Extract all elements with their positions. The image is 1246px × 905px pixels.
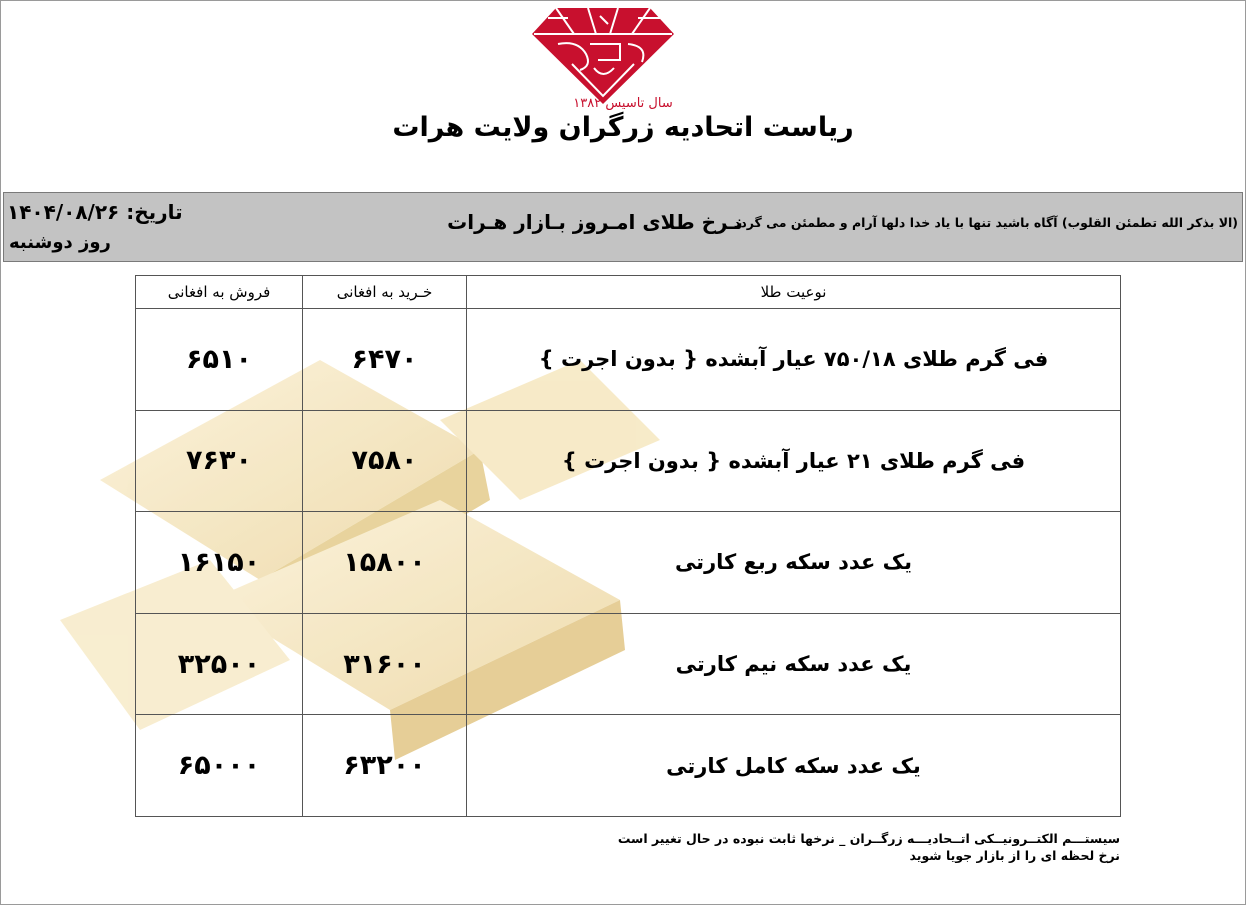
date-label: تاریخ: ۱۴۰۴/۰۸/۲۶ (7, 200, 183, 224)
table-row (136, 309, 1121, 411)
buy-price-cell: ۱۵۸۰۰ (303, 512, 467, 614)
table-row (136, 410, 1121, 512)
buy-price-cell: ۷۵۸۰ (303, 410, 467, 512)
founded-year: سال تاسیس ۱۳۸۲ (573, 96, 673, 111)
gold-type-cell: یک عدد سکه نیم کارتی (467, 613, 1121, 715)
union-logo (528, 4, 678, 108)
table-row (136, 613, 1121, 715)
header-gold-type: نوعیت طلا (467, 276, 1121, 309)
buy-price-cell: ۶۴۷۰ (303, 309, 467, 411)
table-row (136, 715, 1121, 817)
footer-note-system: سیستـــم الکتــرونیــکی اتــحادیـــه زرگــران _ نرخها ثابت نبوده در حال تغییر است (617, 831, 1120, 846)
gold-type-cell: یک عدد سکه ربع کارتی (467, 512, 1121, 614)
table-row (136, 512, 1121, 614)
sell-price-cell: ۷۶۳۰ (136, 410, 303, 512)
verse-text: (الا بذکر الله تطمئن القلوب) آگاه باشید تنها با یاد خدا دلها آرام و مطمئن می گردد (733, 215, 1238, 230)
gold-type-cell: یک عدد سکه کامل کارتی (467, 715, 1121, 817)
table-header-row (136, 276, 1121, 309)
gold-type-cell: فی گرم طلای ۲۱ عیار آبشده { بدون اجرت } (467, 410, 1121, 512)
sell-price-cell: ۶۵۰۰۰ (136, 715, 303, 817)
buy-price-cell: ۶۳۲۰۰ (303, 715, 467, 817)
gold-price-table (135, 275, 1121, 817)
sell-price-cell: ۱۶۱۵۰ (136, 512, 303, 614)
header-sell: فروش به افغانی (136, 276, 303, 309)
sell-price-cell: ۶۵۱۰ (136, 309, 303, 411)
sell-price-cell: ۳۲۵۰۰ (136, 613, 303, 715)
weekday-label: روز دوشنبه (9, 232, 111, 253)
footer-note-market: نرخ لحظه ای را از بازار جویا شوید (909, 848, 1120, 863)
footer-notes (618, 830, 1120, 864)
organization-title: ریاست اتحادیه زرگران ولایت هرات (392, 112, 854, 143)
header-buy: خـرید به افغانی (303, 276, 467, 309)
gold-type-cell: فی گرم طلای ۷۵۰/۱۸ عیار آبشده { بدون اجرت } (467, 309, 1121, 411)
rates-title: نـرخ طلای امـروز بـازار هـرات (447, 210, 743, 234)
buy-price-cell: ۳۱۶۰۰ (303, 613, 467, 715)
